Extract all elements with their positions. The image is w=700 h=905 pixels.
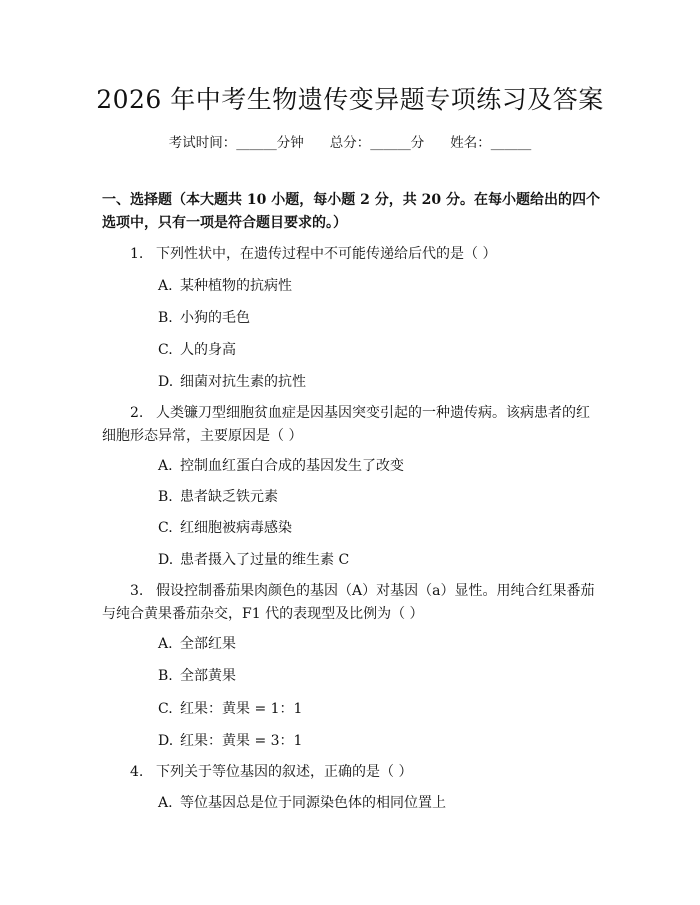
exam-info-line	[0, 131, 700, 151]
question-number: 3.	[130, 583, 144, 599]
name-blank: ______	[490, 135, 532, 151]
option-text: 全部红果	[180, 636, 236, 652]
question-3-option-c	[158, 699, 302, 719]
option-letter: D.	[158, 552, 174, 568]
question-1-option-a	[158, 276, 292, 296]
question-1-option-d	[158, 372, 306, 392]
question-2-option-b	[158, 487, 278, 507]
option-letter: A.	[158, 795, 173, 811]
question-text: 下列性状中，在遗传过程中不可能传递给后代的是（ ）	[156, 246, 497, 262]
option-letter: C.	[158, 701, 173, 717]
option-letter: A.	[158, 278, 173, 294]
question-3-option-d	[158, 731, 302, 751]
option-text: 小狗的毛色	[180, 310, 250, 326]
option-letter: B.	[158, 310, 173, 326]
question-number: 2.	[130, 405, 144, 421]
option-text: 细菌对抗生素的抗性	[180, 374, 306, 390]
option-letter: C.	[158, 520, 173, 536]
option-text: 控制血红蛋白合成的基因发生了改变	[180, 458, 404, 474]
option-letter: B.	[158, 668, 173, 684]
option-letter: B.	[158, 489, 173, 505]
question-3-stem	[102, 580, 602, 626]
question-text: 人类镰刀型细胞贫血症是因基因突变引起的一种遗传病。该病患者的红细胞形态异常，主要原因是（ ）	[102, 405, 590, 444]
question-3-option-b	[158, 666, 236, 686]
name-label: 姓名：	[450, 135, 491, 151]
option-text: 患者摄入了过量的维生素 C	[180, 552, 350, 568]
question-1-stem	[102, 243, 602, 266]
time-unit: 分钟	[276, 135, 304, 151]
question-3-option-a	[158, 634, 236, 654]
option-text: 红果：黄果 = 3：1	[180, 733, 303, 749]
question-number: 4.	[130, 764, 144, 780]
question-4-stem	[102, 761, 602, 784]
question-2-option-a	[158, 456, 404, 476]
option-text: 患者缺乏铁元素	[180, 489, 278, 505]
time-blank: ______	[236, 135, 277, 151]
question-2-option-c	[158, 518, 292, 538]
option-text: 某种植物的抗病性	[180, 278, 292, 294]
question-4-option-a	[158, 793, 446, 813]
option-letter: D.	[158, 733, 174, 749]
option-letter: A.	[158, 458, 173, 474]
option-text: 全部黄果	[180, 668, 236, 684]
question-text: 下列关于等位基因的叙述，正确的是（ ）	[156, 764, 413, 780]
question-2-stem	[102, 402, 602, 448]
option-letter: D.	[158, 374, 174, 390]
section-heading: 一、选择题（本大题共 10 小题，每小题 2 分，共 20 分。在每小题给出的四个选项中，只有一项是符合题目要求的。）	[102, 192, 600, 231]
option-text: 红细胞被病毒感染	[180, 520, 292, 536]
score-label: 总分：	[329, 135, 371, 151]
option-letter: A.	[158, 636, 173, 652]
time-label: 考试时间：	[168, 135, 237, 151]
score-blank: ______	[370, 135, 411, 151]
question-text: 假设控制番茄果肉颜色的基因（A）对基因（a）显性。用纯合红果番茄与纯合黄果番茄杂交，F1 代的表现型及比例为（ ）	[102, 583, 595, 622]
option-text: 红果：黄果 = 1：1	[180, 701, 303, 717]
question-1-option-c	[158, 340, 236, 360]
question-1-option-b	[158, 308, 250, 328]
page-title: 2026 年中考生物遗传变异题专项练习及答案	[96, 85, 604, 114]
question-2-option-d	[158, 550, 349, 570]
option-letter: C.	[158, 342, 173, 358]
option-text: 人的身高	[180, 342, 236, 358]
question-number: 1.	[130, 246, 144, 262]
option-text: 等位基因总是位于同源染色体的相同位置上	[180, 795, 446, 811]
score-unit: 分	[410, 135, 425, 151]
